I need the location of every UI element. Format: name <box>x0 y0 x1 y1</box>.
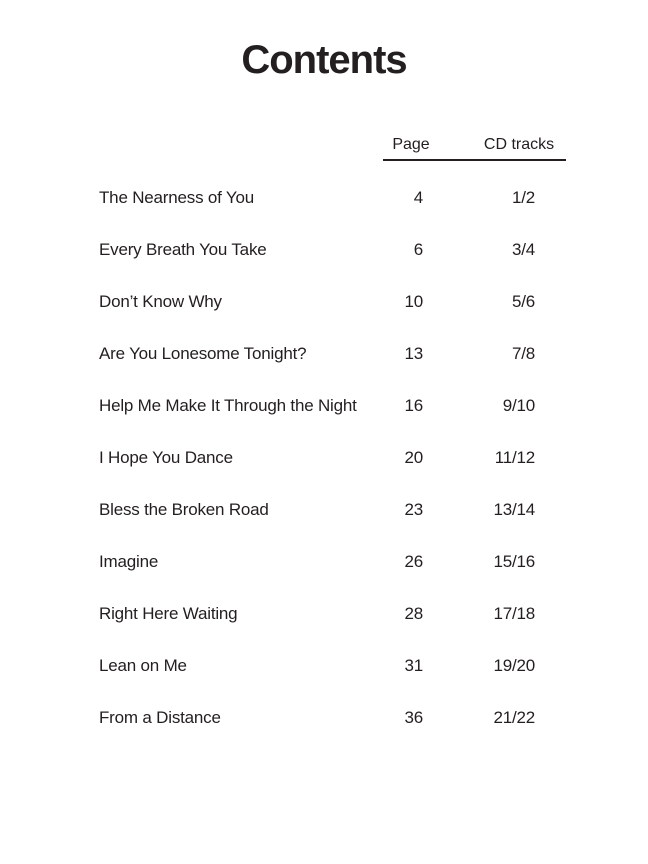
cd-track-number: 5/6 <box>511 292 535 311</box>
column-header-page: Page <box>392 136 430 153</box>
page-number: 10 <box>404 292 423 311</box>
cd-track-number: 21/22 <box>493 708 535 727</box>
page-title: Contents <box>241 38 407 82</box>
cd-track-number: 9/10 <box>502 396 535 415</box>
toc-row <box>99 343 535 395</box>
song-title: Right Here Waiting <box>99 604 238 623</box>
toc-row <box>99 707 535 759</box>
cd-track-number: 3/4 <box>511 240 535 259</box>
page-number: 28 <box>404 604 423 623</box>
cd-track-number: 1/2 <box>511 188 535 207</box>
toc-row <box>99 655 535 707</box>
page-number: 26 <box>404 552 423 571</box>
toc-row <box>99 447 535 499</box>
cd-track-number: 11/12 <box>494 448 535 467</box>
page-number: 36 <box>404 708 423 727</box>
toc-row <box>99 187 535 239</box>
toc-row <box>99 239 535 291</box>
toc-row <box>99 603 535 655</box>
song-title: Lean on Me <box>99 656 187 675</box>
song-title: Help Me Make It Through the Night <box>99 396 357 415</box>
cd-track-number: 17/18 <box>493 604 535 623</box>
song-title: The Nearness of You <box>99 188 254 207</box>
page-number: 16 <box>404 396 423 415</box>
cd-track-number: 15/16 <box>493 552 535 571</box>
column-header-underline <box>383 159 566 161</box>
cd-track-number: 7/8 <box>511 344 535 363</box>
song-title: Bless the Broken Road <box>99 500 269 519</box>
page-number: 20 <box>404 448 423 467</box>
page-number: 31 <box>404 656 423 675</box>
song-title: Imagine <box>99 552 159 571</box>
song-title: Don’t Know Why <box>99 292 222 311</box>
toc-row <box>99 291 535 343</box>
toc-row <box>99 551 535 603</box>
song-title: Are You Lonesome Tonight? <box>99 344 307 363</box>
cd-track-number: 13/14 <box>493 500 535 519</box>
page-number: 23 <box>404 500 423 519</box>
toc-row <box>99 499 535 551</box>
page-number: 4 <box>413 188 423 207</box>
toc-rows <box>99 187 535 759</box>
column-header-cd-tracks: CD tracks <box>483 136 555 153</box>
song-title: From a Distance <box>99 708 221 727</box>
page-number: 13 <box>404 344 423 363</box>
song-title: Every Breath You Take <box>99 240 267 259</box>
cd-track-number: 19/20 <box>493 656 535 675</box>
toc-row <box>99 395 535 447</box>
song-title: I Hope You Dance <box>99 448 233 467</box>
page-number: 6 <box>413 240 423 259</box>
